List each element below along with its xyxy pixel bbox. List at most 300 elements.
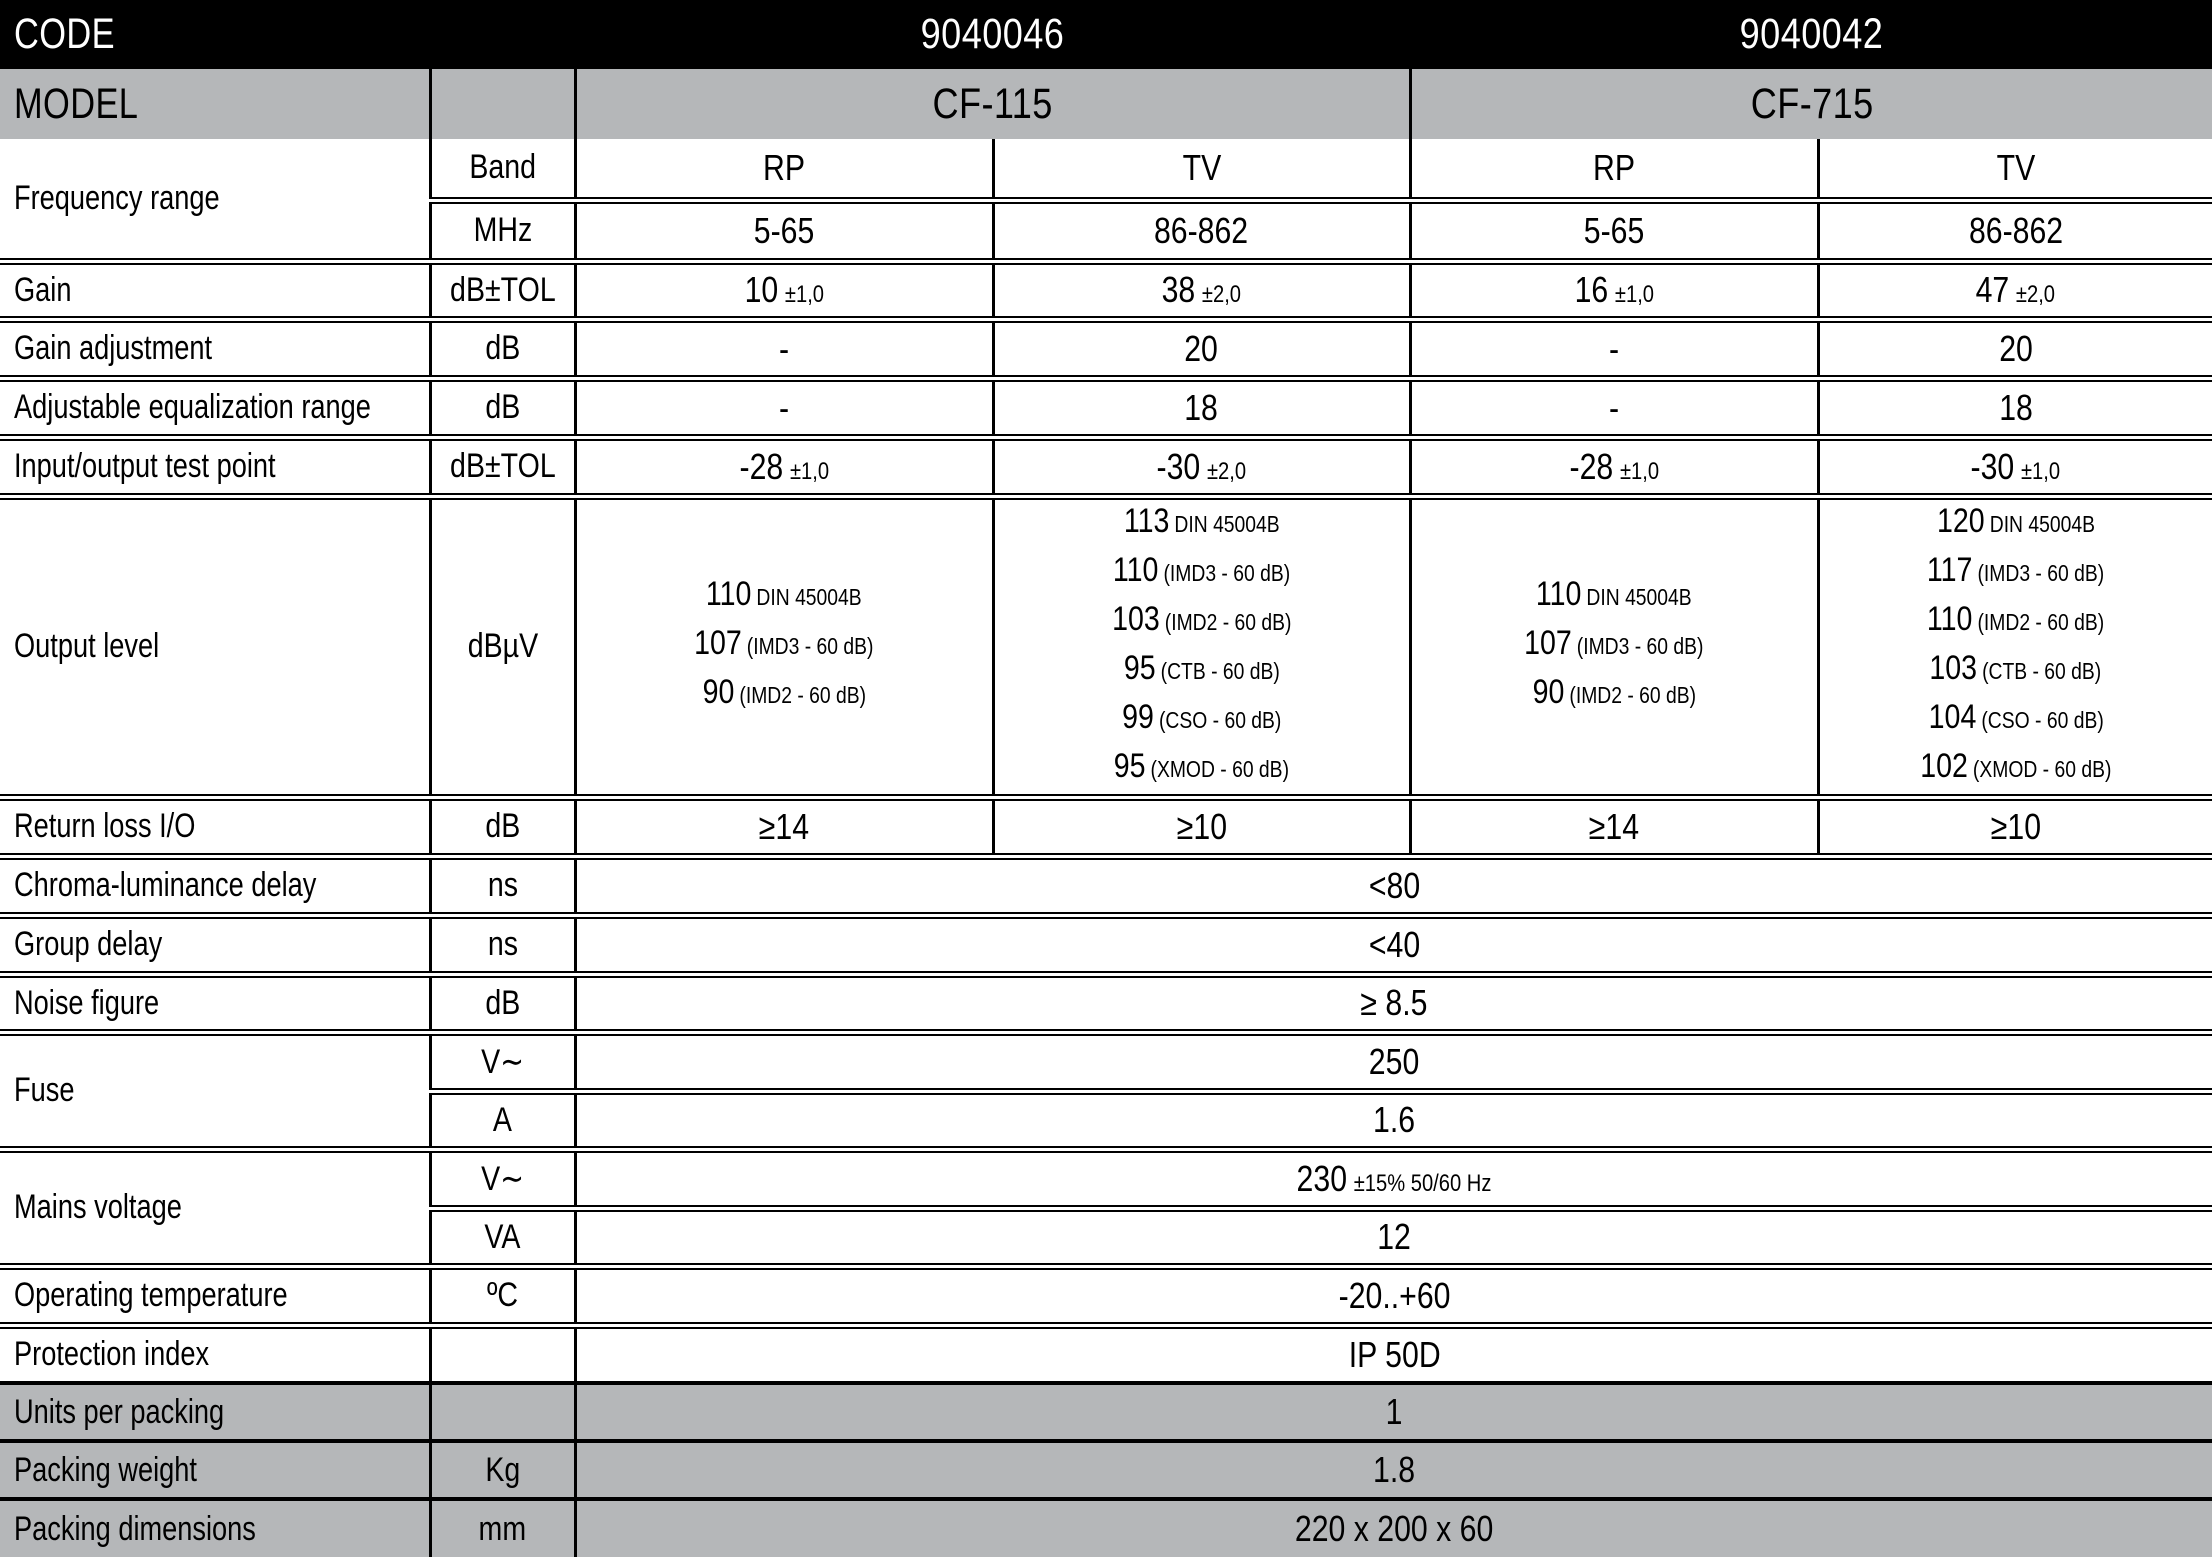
row-unit-text: dB: [485, 807, 520, 845]
row-packing-weight-label: [0, 1441, 430, 1499]
value-main: 110: [1536, 575, 1582, 613]
value-sub: (IMD3 - 60 dB): [1163, 559, 1291, 586]
value-sub: DIN 45004B: [1989, 510, 2095, 537]
cell-text: [1569, 446, 1659, 488]
cell-text: [1369, 1041, 1419, 1083]
cell-gain-cf715-tv: [1818, 261, 2212, 319]
cell-adjustable-equalization-range-cf715-rp: [1410, 378, 1818, 437]
value-main: IP 50D: [1348, 1333, 1441, 1375]
cell-mains-voltage-v-value: [575, 1149, 2212, 1208]
cell-gain-adjustment-cf115-tv: [993, 319, 1410, 378]
cell-text: [1182, 147, 1221, 189]
cell-text: [1996, 147, 2035, 189]
output-line-text: [1124, 647, 1280, 696]
code-label-text: CODE: [14, 10, 115, 58]
row-return-loss-io-label: [0, 797, 430, 856]
output-line-text: [1532, 671, 1696, 720]
cell-output-level-cf115-tv: [993, 496, 1410, 797]
value-sub: DIN 45004B: [1586, 584, 1692, 610]
cell-text: [1157, 446, 1247, 488]
value-main: 99: [1121, 697, 1154, 736]
code-value-cf115: [575, 0, 1410, 69]
value-main: 38: [1161, 269, 1196, 310]
model-value-text: CF-115: [932, 79, 1053, 128]
value-main: ≥10: [1176, 805, 1227, 847]
value-sub: DIN 45004B: [756, 584, 862, 610]
row-label-text: Input/output test point: [14, 447, 276, 485]
row-noise-figure-unit: [430, 974, 575, 1032]
row-protection-index-unit: [430, 1325, 575, 1383]
row-unit-text: VA: [484, 1217, 521, 1256]
value-sub: (IMD3 - 60 dB): [747, 633, 874, 659]
cell-text: [1574, 269, 1653, 311]
output-line-text: [1124, 500, 1280, 549]
row-mains-voltage-v-label: [0, 1149, 430, 1266]
value-main: 12: [1377, 1216, 1412, 1257]
cell-gain-cf715-rp: [1410, 261, 1818, 319]
row-input-output-test-point-label: [0, 437, 430, 496]
cell-input-output-test-point-cf715-rp: [1410, 437, 1818, 496]
value-main: -30: [1156, 445, 1201, 487]
value-main: 90: [1532, 673, 1565, 711]
cell-return-loss-io-cf715-tv: [1818, 797, 2212, 856]
row-mains-voltage-va-unit: [430, 1208, 575, 1266]
output-level-line: [995, 696, 1409, 745]
row-unit-text: Band: [469, 148, 536, 187]
row-protection-index: [0, 1325, 2212, 1383]
value-main: ≥14: [758, 805, 810, 847]
output-level-line: [1820, 745, 2212, 794]
value-sub: (XMOD - 60 dB): [1150, 755, 1290, 782]
row-unit-text: dB: [485, 329, 520, 367]
output-line-text: [1927, 549, 2104, 598]
row-unit-text: dBµV: [467, 627, 538, 665]
row-unit-text: V∼: [481, 1042, 524, 1081]
row-label-text: Operating temperature: [14, 1276, 288, 1314]
value-main: 90: [702, 673, 735, 711]
row-label-text: Chroma-luminance delay: [14, 866, 317, 904]
cell-input-output-test-point-cf115-rp: [575, 437, 993, 496]
row-unit-text: A: [492, 1100, 513, 1139]
cell-frequency-range-mhz-cf715-rp: [1410, 200, 1818, 261]
row-unit-text: dB±TOL: [449, 447, 556, 485]
output-line-text: [1920, 745, 2111, 794]
row-label-text: Fuse: [14, 1071, 75, 1109]
code-value-text: 9040046: [920, 10, 1065, 58]
row-label-text: Mains voltage: [14, 1188, 182, 1226]
output-line-text: [1937, 500, 2095, 549]
cell-mains-voltage-va-value: [575, 1208, 2212, 1266]
value-main: -28: [1569, 445, 1613, 487]
value-main: 47: [1976, 269, 2010, 310]
row-group-delay-unit: [430, 915, 575, 974]
output-line-text: [702, 671, 866, 720]
row-input-output-test-point-unit: [430, 437, 575, 496]
cell-text: [754, 210, 815, 252]
cell-text: [779, 328, 789, 370]
row-unit-text: dB: [485, 983, 520, 1022]
value-main: 107: [694, 624, 742, 662]
cell-gain-cf115-rp: [575, 261, 993, 319]
row-gain-label: [0, 261, 430, 319]
cell-gain-adjustment-cf715-tv: [1818, 319, 2212, 378]
cell-text: [1991, 806, 2041, 848]
value-main: -30: [1970, 445, 2015, 487]
cell-text: [1369, 924, 1420, 966]
row-frequency-range-band-unit: [430, 139, 575, 200]
cell-packing-weight-value: [575, 1441, 2212, 1499]
value-main: 95: [1113, 746, 1146, 785]
row-unit-text: mm: [478, 1509, 527, 1548]
row-units-per-packing: [0, 1383, 2212, 1441]
value-main: ≥ 8.5: [1360, 982, 1428, 1023]
cell-operating-temperature-value: [575, 1266, 2212, 1325]
cell-output-level-cf715-rp: [1410, 496, 1818, 797]
value-main: 18: [1998, 386, 2033, 428]
row-label-text: Units per packing: [14, 1392, 225, 1431]
cell-adjustable-equalization-range-cf115-tv: [993, 378, 1410, 437]
row-label-text: Packing weight: [14, 1450, 197, 1489]
cell-text: [1154, 210, 1248, 252]
value-main: 18: [1184, 386, 1219, 428]
output-level-line: [1412, 573, 1817, 622]
output-level-line: [995, 598, 1409, 647]
row-adjustable-equalization-range-label: [0, 378, 430, 437]
value-sub: (CTB - 60 dB): [1982, 657, 2102, 684]
row-label-text: Protection index: [14, 1335, 210, 1374]
row-adjustable-equalization-range: [0, 378, 2212, 437]
row-packing-dimensions-label: [0, 1499, 430, 1557]
cell-return-loss-io-cf115-tv: [993, 797, 1410, 856]
model-row: [0, 69, 2212, 139]
value-main: 20: [1998, 327, 2033, 369]
value-main: -28: [739, 445, 783, 487]
cell-text: [1999, 387, 2033, 429]
value-main: 107: [1524, 624, 1572, 662]
cell-text: [744, 269, 823, 311]
cell-text: [1369, 865, 1420, 907]
output-level-line: [577, 622, 992, 671]
cell-text: [1185, 328, 1219, 370]
row-gain: [0, 261, 2212, 319]
value-main: RP: [1593, 146, 1636, 188]
output-line-text: [1122, 696, 1281, 745]
row-mains-voltage-v-unit: [430, 1149, 575, 1208]
row-label-text: Noise figure: [14, 983, 160, 1022]
row-label-text: Group delay: [14, 925, 163, 963]
model-value-cf-115: [575, 69, 1410, 139]
cell-text: [1185, 387, 1219, 429]
value-main: ≥14: [1588, 805, 1640, 847]
cell-gain-adjustment-cf115-rp: [575, 319, 993, 378]
cell-frequency-range-band-cf715-tv: [1818, 139, 2212, 200]
value-main: 113: [1123, 501, 1170, 540]
cell-fuse-current-value: [575, 1091, 2212, 1149]
output-level-line: [1412, 671, 1817, 720]
value-main: TV: [1182, 146, 1221, 188]
value-sub: ±1,0: [1614, 281, 1654, 308]
model-label-text: MODEL: [14, 79, 139, 128]
row-fuse-voltage: [0, 1032, 2212, 1091]
row-label-text: Packing dimensions: [14, 1509, 256, 1548]
cell-return-loss-io-cf115-rp: [575, 797, 993, 856]
row-packing-dimensions: [0, 1499, 2212, 1557]
row-gain-adjustment-label: [0, 319, 430, 378]
row-group-delay: [0, 915, 2212, 974]
row-frequency-range-band: [0, 139, 2212, 200]
code-value-cf715: [1410, 0, 2212, 69]
output-line-text: [706, 573, 862, 622]
row-operating-temperature: [0, 1266, 2212, 1325]
value-main: -: [1608, 386, 1620, 428]
cell-frequency-range-mhz-cf115-tv: [993, 200, 1410, 261]
cell-gain-cf115-tv: [993, 261, 1410, 319]
cell-units-per-packing-value: [575, 1383, 2212, 1441]
value-sub: (CSO - 60 dB): [1158, 706, 1282, 733]
cell-text: [1971, 446, 2061, 488]
cell-text: [1373, 1449, 1415, 1491]
row-chroma-luminance-delay-unit: [430, 856, 575, 915]
cell-noise-figure-value: [575, 974, 2212, 1032]
row-units-per-packing-unit: [430, 1383, 575, 1441]
output-line-text: [1930, 647, 2102, 696]
value-main: 220 x 200 x 60: [1295, 1508, 1494, 1549]
cell-text: [1593, 147, 1635, 189]
value-main: 230: [1296, 1157, 1348, 1199]
cell-text: [1386, 1391, 1403, 1433]
row-label-text: Frequency range: [14, 178, 220, 217]
cell-output-level-cf715-tv: [1818, 496, 2212, 797]
code-row: [0, 0, 2212, 69]
row-unit-text: V∼: [481, 1159, 524, 1198]
value-sub: (IMD2 - 60 dB): [1164, 608, 1292, 635]
row-return-loss-io: [0, 797, 2212, 856]
value-main: 1.6: [1373, 1099, 1416, 1140]
row-output-level: [0, 496, 2212, 797]
value-sub: (IMD2 - 60 dB): [1569, 682, 1696, 708]
cell-frequency-range-mhz-cf115-rp: [575, 200, 993, 261]
value-main: 104: [1928, 697, 1976, 736]
row-units-per-packing-label: [0, 1383, 430, 1441]
value-sub: ±15% 50/60 Hz: [1353, 1169, 1492, 1197]
row-unit-text: MHz: [473, 211, 532, 249]
value-sub: ±2,0: [1207, 457, 1247, 485]
cell-text: [763, 147, 805, 189]
row-unit-text: Kg: [485, 1450, 520, 1489]
row-input-output-test-point: [0, 437, 2212, 496]
row-fuse-voltage-label: [0, 1032, 430, 1149]
value-sub: (IMD2 - 60 dB): [739, 682, 866, 708]
cell-text: [759, 806, 809, 848]
row-adjustable-equalization-range-unit: [430, 378, 575, 437]
cell-chroma-luminance-delay-value: [575, 856, 2212, 915]
value-main: ≥10: [1990, 805, 2041, 847]
row-noise-figure: [0, 974, 2212, 1032]
cell-frequency-range-band-cf115-tv: [993, 139, 1410, 200]
value-sub: ±1,0: [1619, 457, 1659, 485]
code-row-label: [0, 0, 575, 69]
cell-adjustable-equalization-range-cf115-rp: [575, 378, 993, 437]
row-label-text: Gain adjustment: [14, 329, 213, 367]
cell-text: [1338, 1275, 1450, 1317]
cell-text: [1609, 328, 1619, 370]
output-level-line: [577, 671, 992, 720]
cell-gain-adjustment-cf715-rp: [1410, 319, 1818, 378]
row-output-level-unit: [430, 496, 575, 797]
cell-text: [1348, 1334, 1440, 1376]
value-main: 102: [1920, 746, 1968, 785]
value-sub: (XMOD - 60 dB): [1972, 755, 2112, 782]
row-operating-temperature-unit: [430, 1266, 575, 1325]
row-label-text: Gain: [14, 270, 72, 309]
value-sub: ±1,0: [2021, 457, 2061, 485]
cell-text: [739, 446, 829, 488]
output-level-line: [1820, 500, 2212, 549]
output-line-text: [1112, 598, 1291, 647]
row-protection-index-label: [0, 1325, 430, 1383]
value-main: -: [1608, 327, 1620, 369]
value-sub: (CTB - 60 dB): [1160, 657, 1280, 684]
row-group-delay-label: [0, 915, 430, 974]
value-sub: ±1,0: [789, 457, 829, 485]
output-line-text: [1928, 696, 2103, 745]
cell-frequency-range-band-cf715-rp: [1410, 139, 1818, 200]
value-main: TV: [1996, 146, 2036, 188]
output-level-line: [995, 745, 1409, 794]
cell-text: [1589, 806, 1639, 848]
cell-output-level-cf115-rp: [575, 496, 993, 797]
value-sub: (IMD3 - 60 dB): [1577, 633, 1704, 659]
cell-text: [1297, 1158, 1492, 1200]
row-mains-voltage-v: [0, 1149, 2212, 1208]
output-line-text: [1113, 549, 1290, 598]
row-gain-adjustment: [0, 319, 2212, 378]
row-operating-temperature-label: [0, 1266, 430, 1325]
value-main: 103: [1111, 599, 1160, 638]
value-sub: ±2,0: [2016, 281, 2056, 308]
value-main: RP: [763, 146, 806, 188]
row-frequency-range-mhz-unit: [430, 200, 575, 261]
value-main: 110: [1112, 550, 1159, 589]
value-main: 86-862: [1968, 209, 2063, 251]
value-main: 20: [1184, 327, 1219, 369]
value-main: 1.8: [1373, 1449, 1416, 1490]
row-unit-text: dB: [485, 388, 520, 426]
value-main: <40: [1368, 923, 1420, 965]
value-sub: (IMD2 - 60 dB): [1977, 608, 2105, 635]
value-main: -: [778, 386, 790, 428]
value-main: -: [778, 327, 790, 369]
cell-text: [779, 387, 789, 429]
model-unit-spacer: [430, 69, 575, 139]
value-main: 5-65: [1583, 209, 1645, 251]
cell-text: [1976, 269, 2055, 311]
cell-text: [1176, 806, 1226, 848]
row-fuse-voltage-unit: [430, 1032, 575, 1091]
output-line-text: [694, 622, 873, 671]
value-sub: ±2,0: [1202, 281, 1242, 308]
output-line-text: [1524, 622, 1703, 671]
cell-text: [1162, 269, 1241, 311]
cell-frequency-range-band-cf115-rp: [575, 139, 993, 200]
value-main: 120: [1936, 501, 1985, 540]
value-main: -20..+60: [1338, 1274, 1451, 1316]
cell-text: [1999, 328, 2033, 370]
value-main: 5-65: [753, 209, 815, 251]
cell-group-delay-value: [575, 915, 2212, 974]
cell-frequency-range-mhz-cf715-tv: [1818, 200, 2212, 261]
output-line-text: [1927, 598, 2104, 647]
row-unit-text: ºC: [486, 1276, 519, 1314]
output-level-line: [1820, 696, 2212, 745]
row-label-text: Output level: [14, 627, 160, 665]
model-row-label: [0, 69, 430, 139]
value-sub: (IMD3 - 60 dB): [1977, 559, 2105, 586]
row-unit-text: ns: [487, 866, 518, 904]
cell-input-output-test-point-cf115-tv: [993, 437, 1410, 496]
output-level-line: [995, 500, 1409, 549]
cell-return-loss-io-cf715-rp: [1410, 797, 1818, 856]
cell-text: [1361, 982, 1428, 1024]
model-value-cf-715: [1410, 69, 2212, 139]
row-packing-dimensions-unit: [430, 1499, 575, 1557]
cell-adjustable-equalization-range-cf715-tv: [1818, 378, 2212, 437]
value-main: 110: [1927, 599, 1973, 638]
row-unit-text: ns: [487, 925, 518, 963]
output-line-text: [1114, 745, 1289, 794]
cell-protection-index-value: [575, 1325, 2212, 1383]
row-chroma-luminance-delay-label: [0, 856, 430, 915]
row-output-level-label: [0, 496, 430, 797]
output-line-text: [1536, 573, 1692, 622]
row-packing-weight-unit: [430, 1441, 575, 1499]
row-noise-figure-label: [0, 974, 430, 1032]
cell-fuse-voltage-value: [575, 1032, 2212, 1091]
cell-text: [1969, 210, 2063, 252]
cell-packing-dimensions-value: [575, 1499, 2212, 1557]
output-level-line: [1820, 549, 2212, 598]
row-gain-unit: [430, 261, 575, 319]
output-level-line: [995, 647, 1409, 696]
value-main: 16: [1574, 269, 1608, 310]
row-chroma-luminance-delay: [0, 856, 2212, 915]
value-main: 86-862: [1154, 209, 1249, 251]
row-label-text: Adjustable equalization range: [14, 388, 371, 426]
row-frequency-range-band-label: [0, 139, 430, 261]
row-packing-weight: [0, 1441, 2212, 1499]
value-main: 110: [706, 575, 752, 613]
row-gain-adjustment-unit: [430, 319, 575, 378]
output-level-line: [1820, 647, 2212, 696]
row-return-loss-io-unit: [430, 797, 575, 856]
cell-text: [1609, 387, 1619, 429]
value-main: 10: [744, 269, 778, 310]
cell-text: [1584, 210, 1645, 252]
row-unit-text: dB±TOL: [449, 270, 556, 309]
cell-input-output-test-point-cf715-tv: [1818, 437, 2212, 496]
value-main: <80: [1368, 864, 1420, 906]
code-value-text: 9040042: [1739, 10, 1883, 58]
value-main: 117: [1927, 550, 1973, 589]
value-sub: DIN 45004B: [1174, 510, 1280, 537]
output-level-line: [1412, 622, 1817, 671]
cell-text: [1377, 1216, 1411, 1258]
value-main: 95: [1123, 648, 1156, 687]
cell-text: [1295, 1508, 1493, 1550]
value-sub: ±1,0: [784, 281, 824, 308]
value-main: 103: [1929, 648, 1978, 687]
output-level-line: [1820, 598, 2212, 647]
